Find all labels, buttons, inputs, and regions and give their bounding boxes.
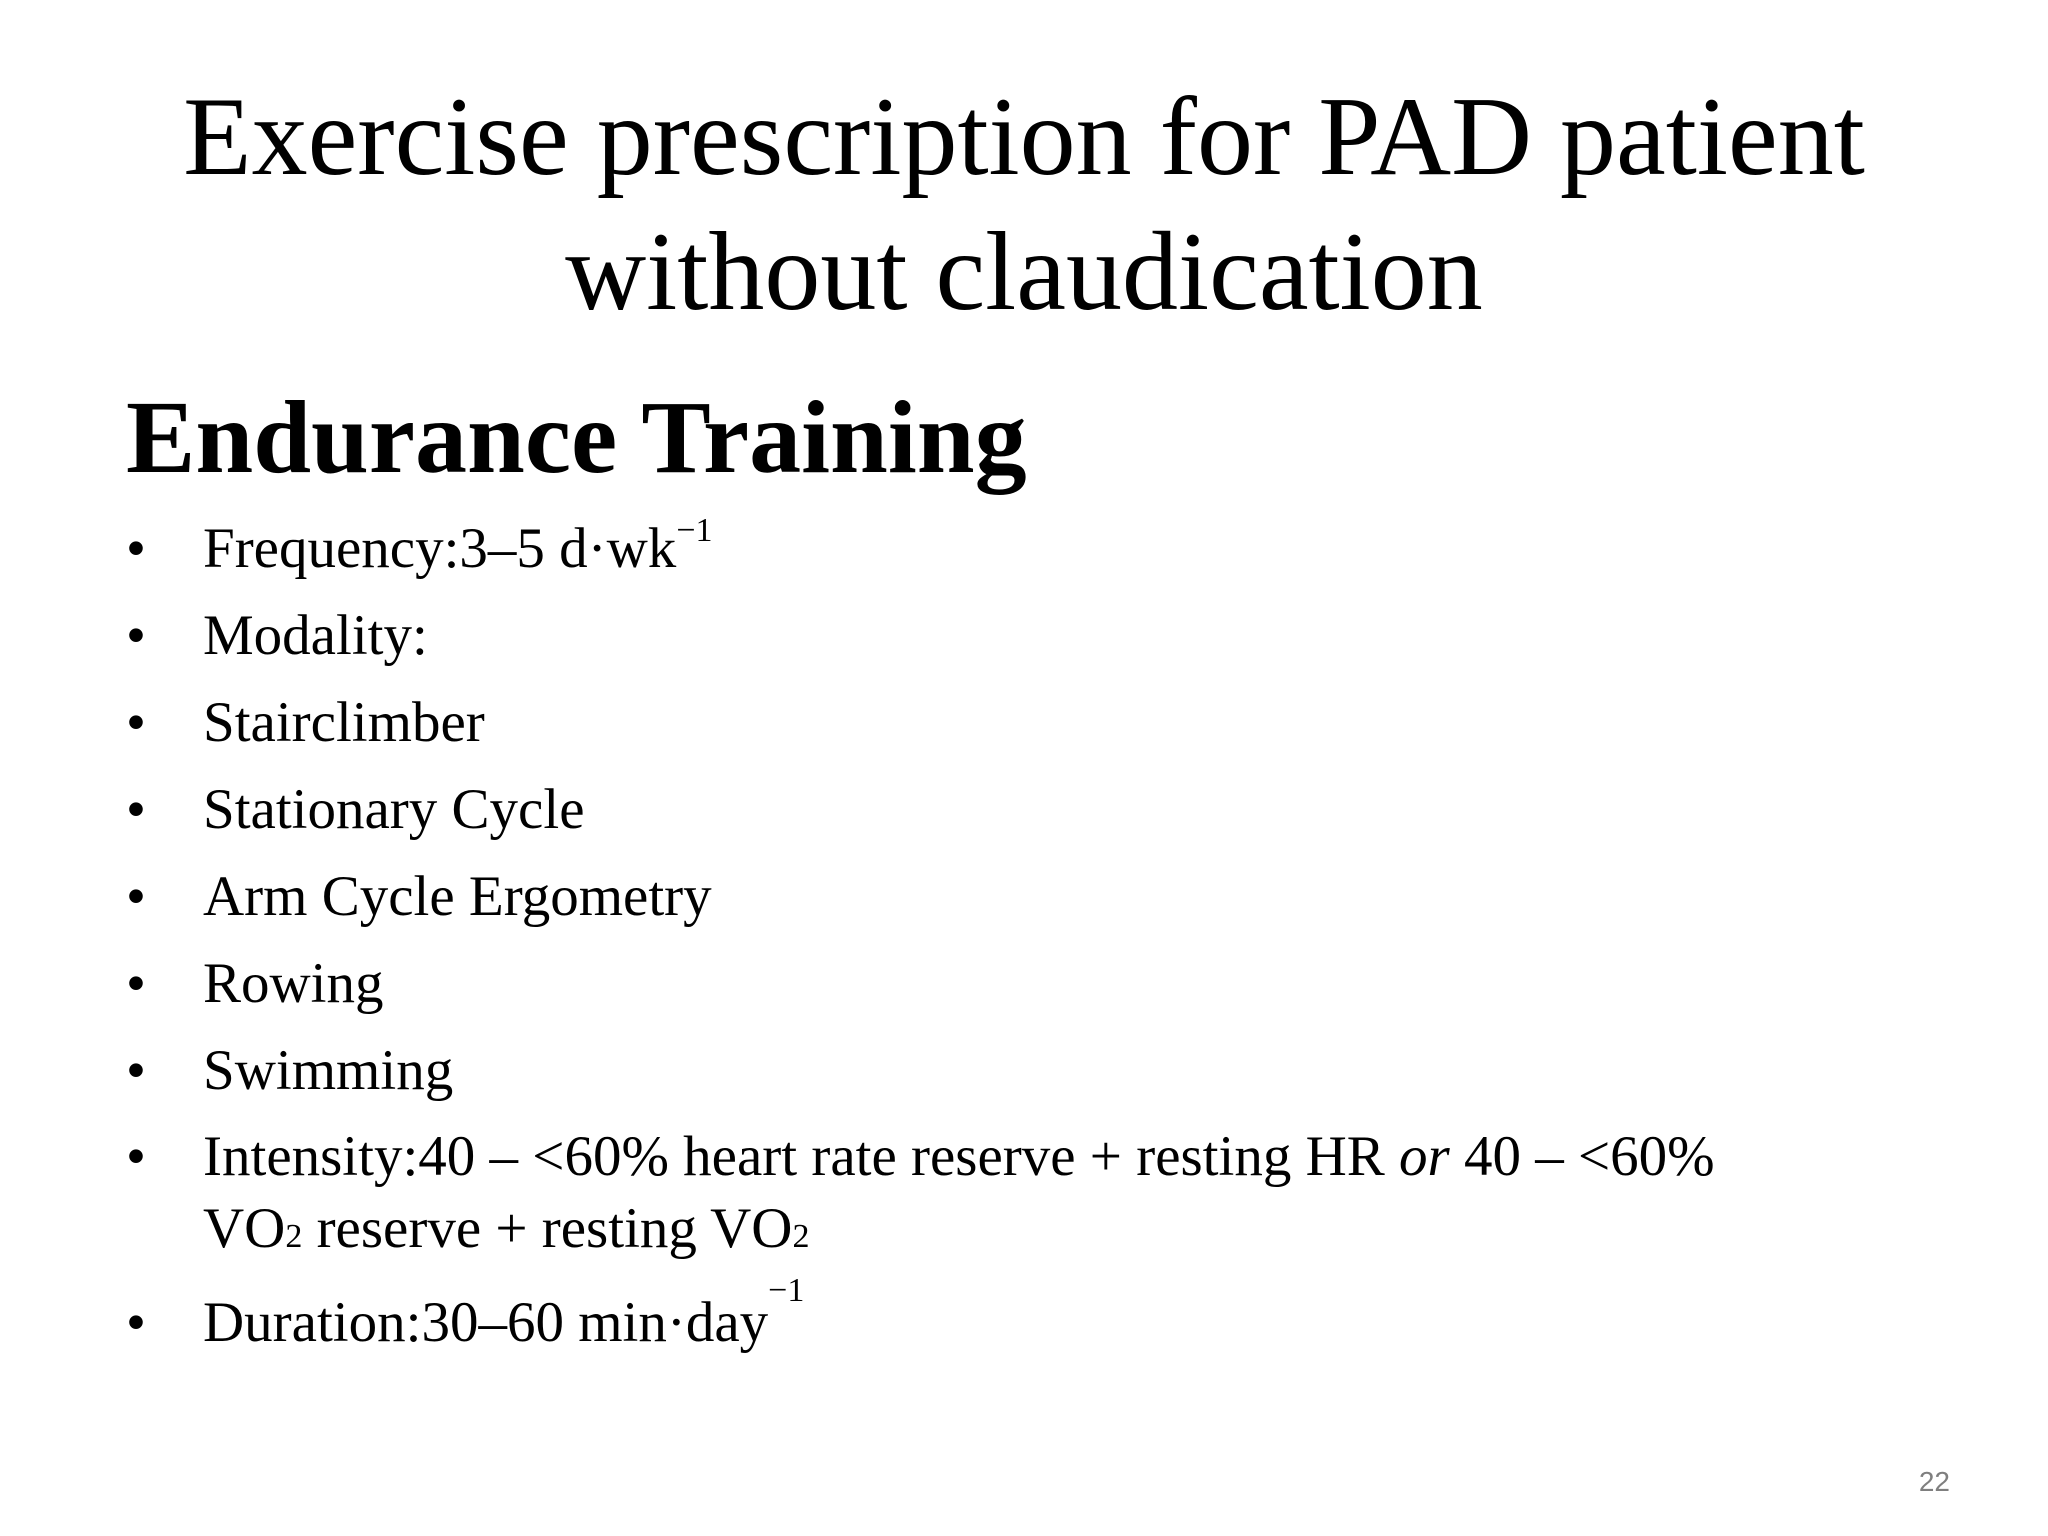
section-heading: Endurance Training	[126, 380, 1027, 495]
slide-title	[100, 70, 1948, 340]
vo2-label-a: VO	[203, 1197, 286, 1260]
page-number: 22	[1918, 1466, 1950, 1497]
vo2-subscript-a: 2	[285, 1218, 303, 1255]
bullet-rowing	[126, 947, 1926, 1021]
swimming-text: Swimming	[203, 1039, 454, 1102]
frequency-text: Frequency:3–5 d·wk	[203, 517, 677, 580]
rowing-text: Rowing	[203, 952, 384, 1015]
bullet-stationary-cycle	[126, 773, 1926, 847]
bullet-list	[126, 512, 1926, 1373]
vo2-subscript-b: 2	[792, 1218, 810, 1255]
stationary-cycle-text: Stationary Cycle	[203, 778, 585, 841]
bullet-modality	[126, 599, 1926, 673]
bullet-icon: •	[126, 604, 146, 667]
bullet-icon: •	[126, 1291, 146, 1354]
bullet-icon: •	[126, 1039, 146, 1102]
bullet-icon: •	[126, 778, 146, 841]
bullet-icon: •	[126, 865, 146, 928]
bullet-icon: •	[126, 691, 146, 754]
title-line-2: without claudication	[565, 210, 1483, 334]
intensity-part-2: 40 – <60%	[1449, 1125, 1715, 1188]
intensity-or: or	[1399, 1125, 1450, 1188]
bullet-icon: •	[126, 517, 146, 580]
intensity-part-1: Intensity:40 – <60% heart rate reserve + resting HR	[203, 1125, 1400, 1188]
bullet-swimming	[126, 1034, 1926, 1108]
arm-cycle-text: Arm Cycle Ergometry	[203, 865, 712, 928]
bullet-frequency	[126, 512, 1926, 586]
modality-text: Modality:	[203, 604, 428, 667]
vo2-reserve-text: reserve + resting VO	[302, 1197, 793, 1260]
bullet-intensity	[126, 1121, 1926, 1273]
bullet-stairclimber	[126, 686, 1926, 760]
bullet-duration	[126, 1272, 1926, 1360]
intensity-line-1	[203, 1121, 1926, 1193]
frequency-exponent: −1	[676, 512, 713, 549]
bullet-icon: •	[126, 952, 146, 1015]
stairclimber-text: Stairclimber	[203, 691, 485, 754]
bullet-arm-cycle	[126, 860, 1926, 934]
duration-exponent: −1	[768, 1272, 805, 1309]
duration-text: Duration:30–60 min·day	[203, 1291, 769, 1354]
bullet-icon: •	[126, 1125, 146, 1188]
title-line-1: Exercise prescription for PAD patient	[183, 75, 1865, 199]
intensity-line-2	[203, 1193, 1926, 1273]
